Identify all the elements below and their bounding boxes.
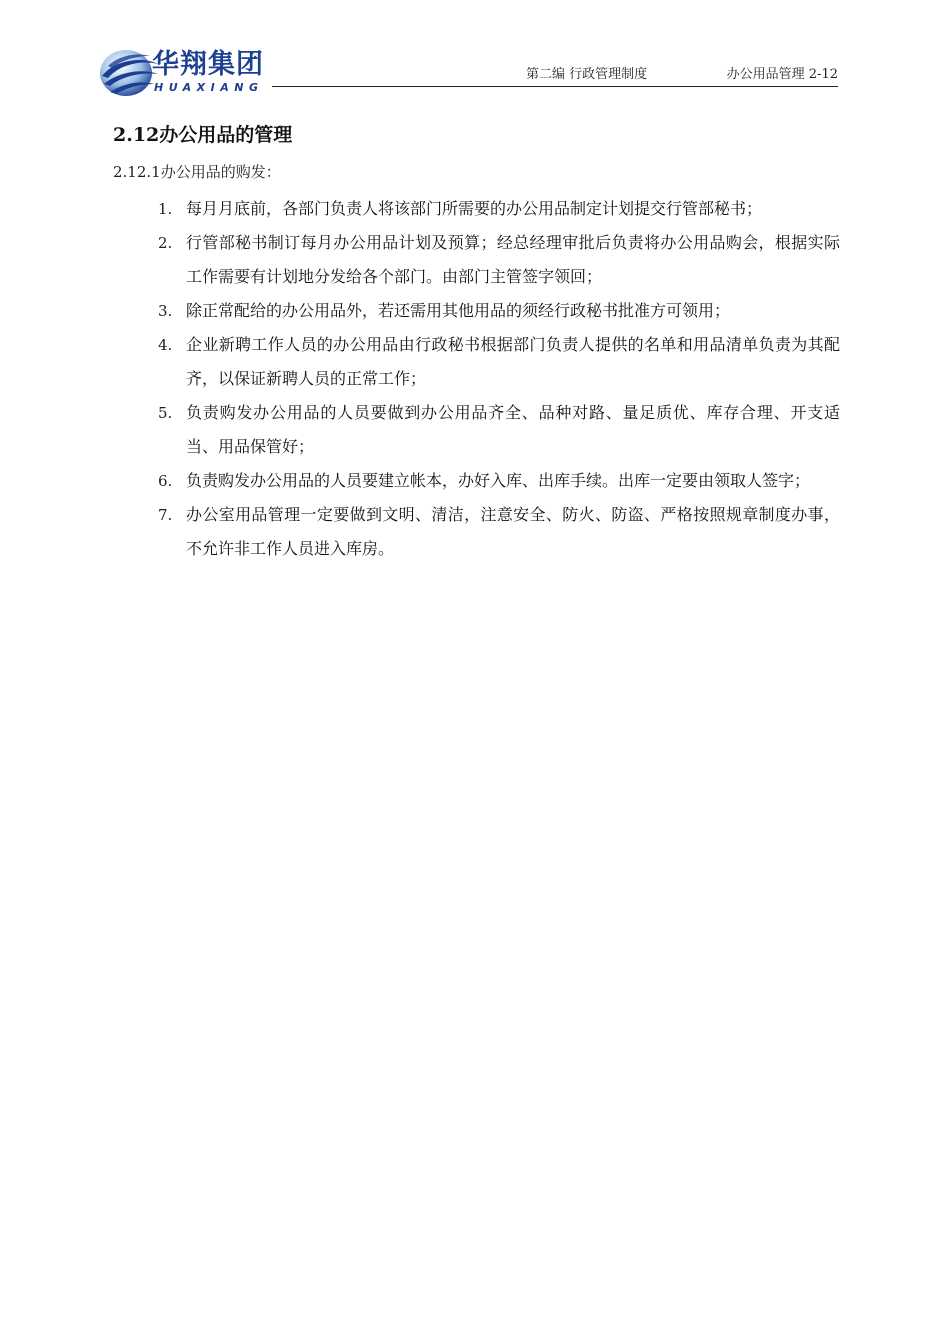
- list-item-text: 行管部秘书制订每月办公用品计划及预算；经总经理审批后负责将办公用品购会，根据实际工作需要有计划地分发给各个部门。由部门主管签字领回；: [186, 233, 840, 286]
- subsection-title: 2.12.1办公用品的购发：: [113, 163, 281, 181]
- list-item-text: 每月月底前，各部门负责人将该部门所需要的办公用品制定计划提交行管部秘书；: [186, 199, 763, 218]
- list-item-number: 5.: [158, 404, 173, 422]
- list-item-text: 办公室用品管理一定要做到文明、清洁，注意安全、防火、防盗、严格按照规章制度办事，不允许非工作人员进入库房。: [186, 505, 840, 558]
- company-logo: [96, 40, 296, 100]
- list-item: [158, 294, 840, 328]
- header-section-title: 第二编 行政管理制度: [526, 67, 648, 82]
- list-item-number: 1.: [158, 200, 173, 218]
- header-divider: [272, 86, 838, 87]
- header-page-label: 办公用品管理 2-12: [726, 67, 838, 82]
- list-item: [158, 192, 840, 226]
- list-item-number: 3.: [158, 302, 173, 320]
- list-item-text: 除正常配给的办公用品外，若还需用其他用品的须经行政秘书批准方可领用；: [186, 301, 731, 320]
- list-item-number: 2.: [158, 234, 173, 252]
- logo-name-en: HUAXIANG: [154, 81, 264, 94]
- list-item-text: 负责购发办公用品的人员要建立帐本，办好入库、出库手续。出库一定要由领取人签字；: [186, 471, 811, 490]
- list-item-number: 7.: [158, 506, 173, 524]
- section-title: 2.12办公用品的管理: [113, 124, 293, 146]
- list-item-number: 6.: [158, 472, 173, 490]
- list-item: [158, 396, 840, 464]
- rules-list: [158, 192, 840, 566]
- globe-swoosh-icon: [96, 46, 160, 98]
- list-item-text: 负责购发办公用品的人员要做到办公用品齐全、品种对路、量足质优、库存合理、开支适当、用品保管好；: [186, 403, 840, 456]
- list-item-number: 4.: [158, 336, 173, 354]
- list-item: [158, 498, 840, 566]
- page-header: [96, 40, 838, 100]
- list-item: [158, 226, 840, 294]
- list-item: [158, 328, 840, 396]
- list-item: [158, 464, 840, 498]
- list-item-text: 企业新聘工作人员的办公用品由行政秘书根据部门负责人提供的名单和用品清单负责为其配齐，以保证新聘人员的正常工作；: [186, 335, 840, 388]
- logo-name-cn: 华翔集团: [152, 49, 264, 80]
